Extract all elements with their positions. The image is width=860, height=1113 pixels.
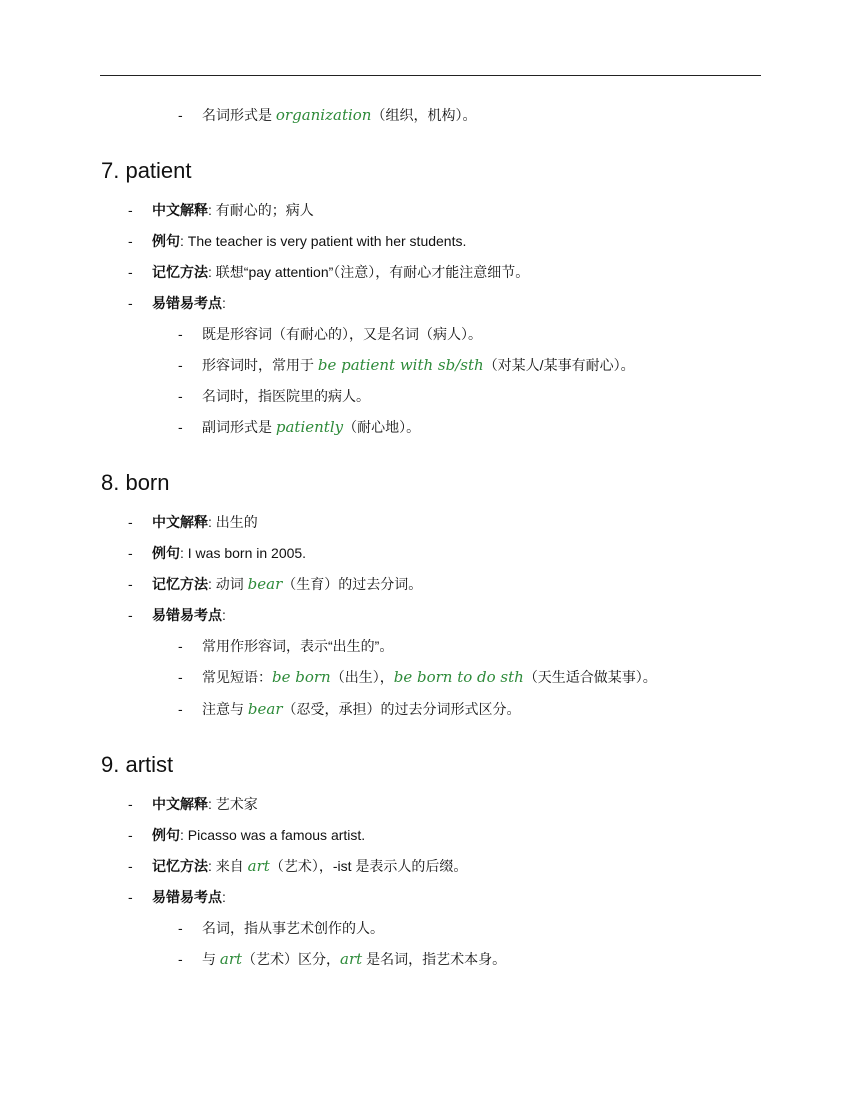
highlight-term: be born to do sth bbox=[393, 668, 524, 686]
list-item: - 既是形容词（有耐心的），又是名词（病人）。 bbox=[178, 326, 482, 342]
example-line: - 例句: The teacher is very patient with her students. bbox=[128, 233, 467, 249]
highlight-term: bear bbox=[247, 700, 283, 718]
points-line: - 易错易考点: bbox=[128, 295, 226, 311]
highlight-term: art bbox=[219, 950, 243, 968]
highlight-term: be patient with sb/sth bbox=[317, 356, 484, 374]
example-line: - 例句: I was born in 2005. bbox=[128, 545, 307, 561]
list-item: - 常用作形容词，表示“出生的”。 bbox=[178, 638, 394, 654]
section-heading: 7. patient bbox=[101, 158, 192, 183]
section-heading: 8. born bbox=[101, 470, 170, 495]
memory-line: - 记忆方法: 动词 bear（生育）的过去分词。 bbox=[128, 575, 423, 593]
header-rule bbox=[100, 75, 761, 76]
section-heading: 9. artist bbox=[101, 752, 174, 777]
meaning-line: - 中文解释: 艺术家 bbox=[128, 796, 258, 812]
memory-line: - 记忆方法: 联想“pay attention”（注意），有耐心才能注意细节。 bbox=[128, 264, 530, 280]
points-line: - 易错易考点: bbox=[128, 889, 226, 905]
highlight-term: art bbox=[340, 950, 363, 968]
highlight-term: be born bbox=[272, 668, 331, 686]
highlight-term: patiently bbox=[275, 418, 344, 436]
highlight-term: bear bbox=[247, 575, 283, 593]
meaning-line: - 中文解释: 出生的 bbox=[128, 514, 258, 530]
example-line: - 例句: Picasso was a famous artist. bbox=[128, 827, 366, 843]
list-item: - 常见短语：be born（出生），be born to do sth（天生适合做某事）。 bbox=[178, 668, 657, 686]
list-item: - 名词时，指医院里的病人。 bbox=[178, 388, 370, 404]
list-item: - 与 art（艺术）区分，art 是名词，指艺术本身。 bbox=[178, 950, 507, 968]
highlight-term: organization bbox=[275, 106, 372, 124]
highlight-term: art bbox=[247, 857, 270, 875]
points-line: - 易错易考点: bbox=[128, 607, 226, 623]
meaning-line: - 中文解释: 有耐心的；病人 bbox=[128, 202, 314, 218]
list-item: - 副词形式是 patiently（耐心地）。 bbox=[178, 418, 421, 436]
list-item: - 名词，指从事艺术创作的人。 bbox=[178, 920, 384, 936]
list-item: - 名词形式是 organization（组织，机构）。 bbox=[178, 106, 477, 124]
bullet-dash: - bbox=[178, 107, 183, 123]
list-item: - 形容词时，常用于 be patient with sb/sth（对某人/某事有耐心）。 bbox=[178, 356, 635, 374]
memory-line: - 记忆方法: 来自 art（艺术），-ist 是表示人的后缀。 bbox=[128, 857, 468, 875]
list-item: - 注意与 bear（忍受，承担）的过去分词形式区分。 bbox=[178, 700, 521, 718]
